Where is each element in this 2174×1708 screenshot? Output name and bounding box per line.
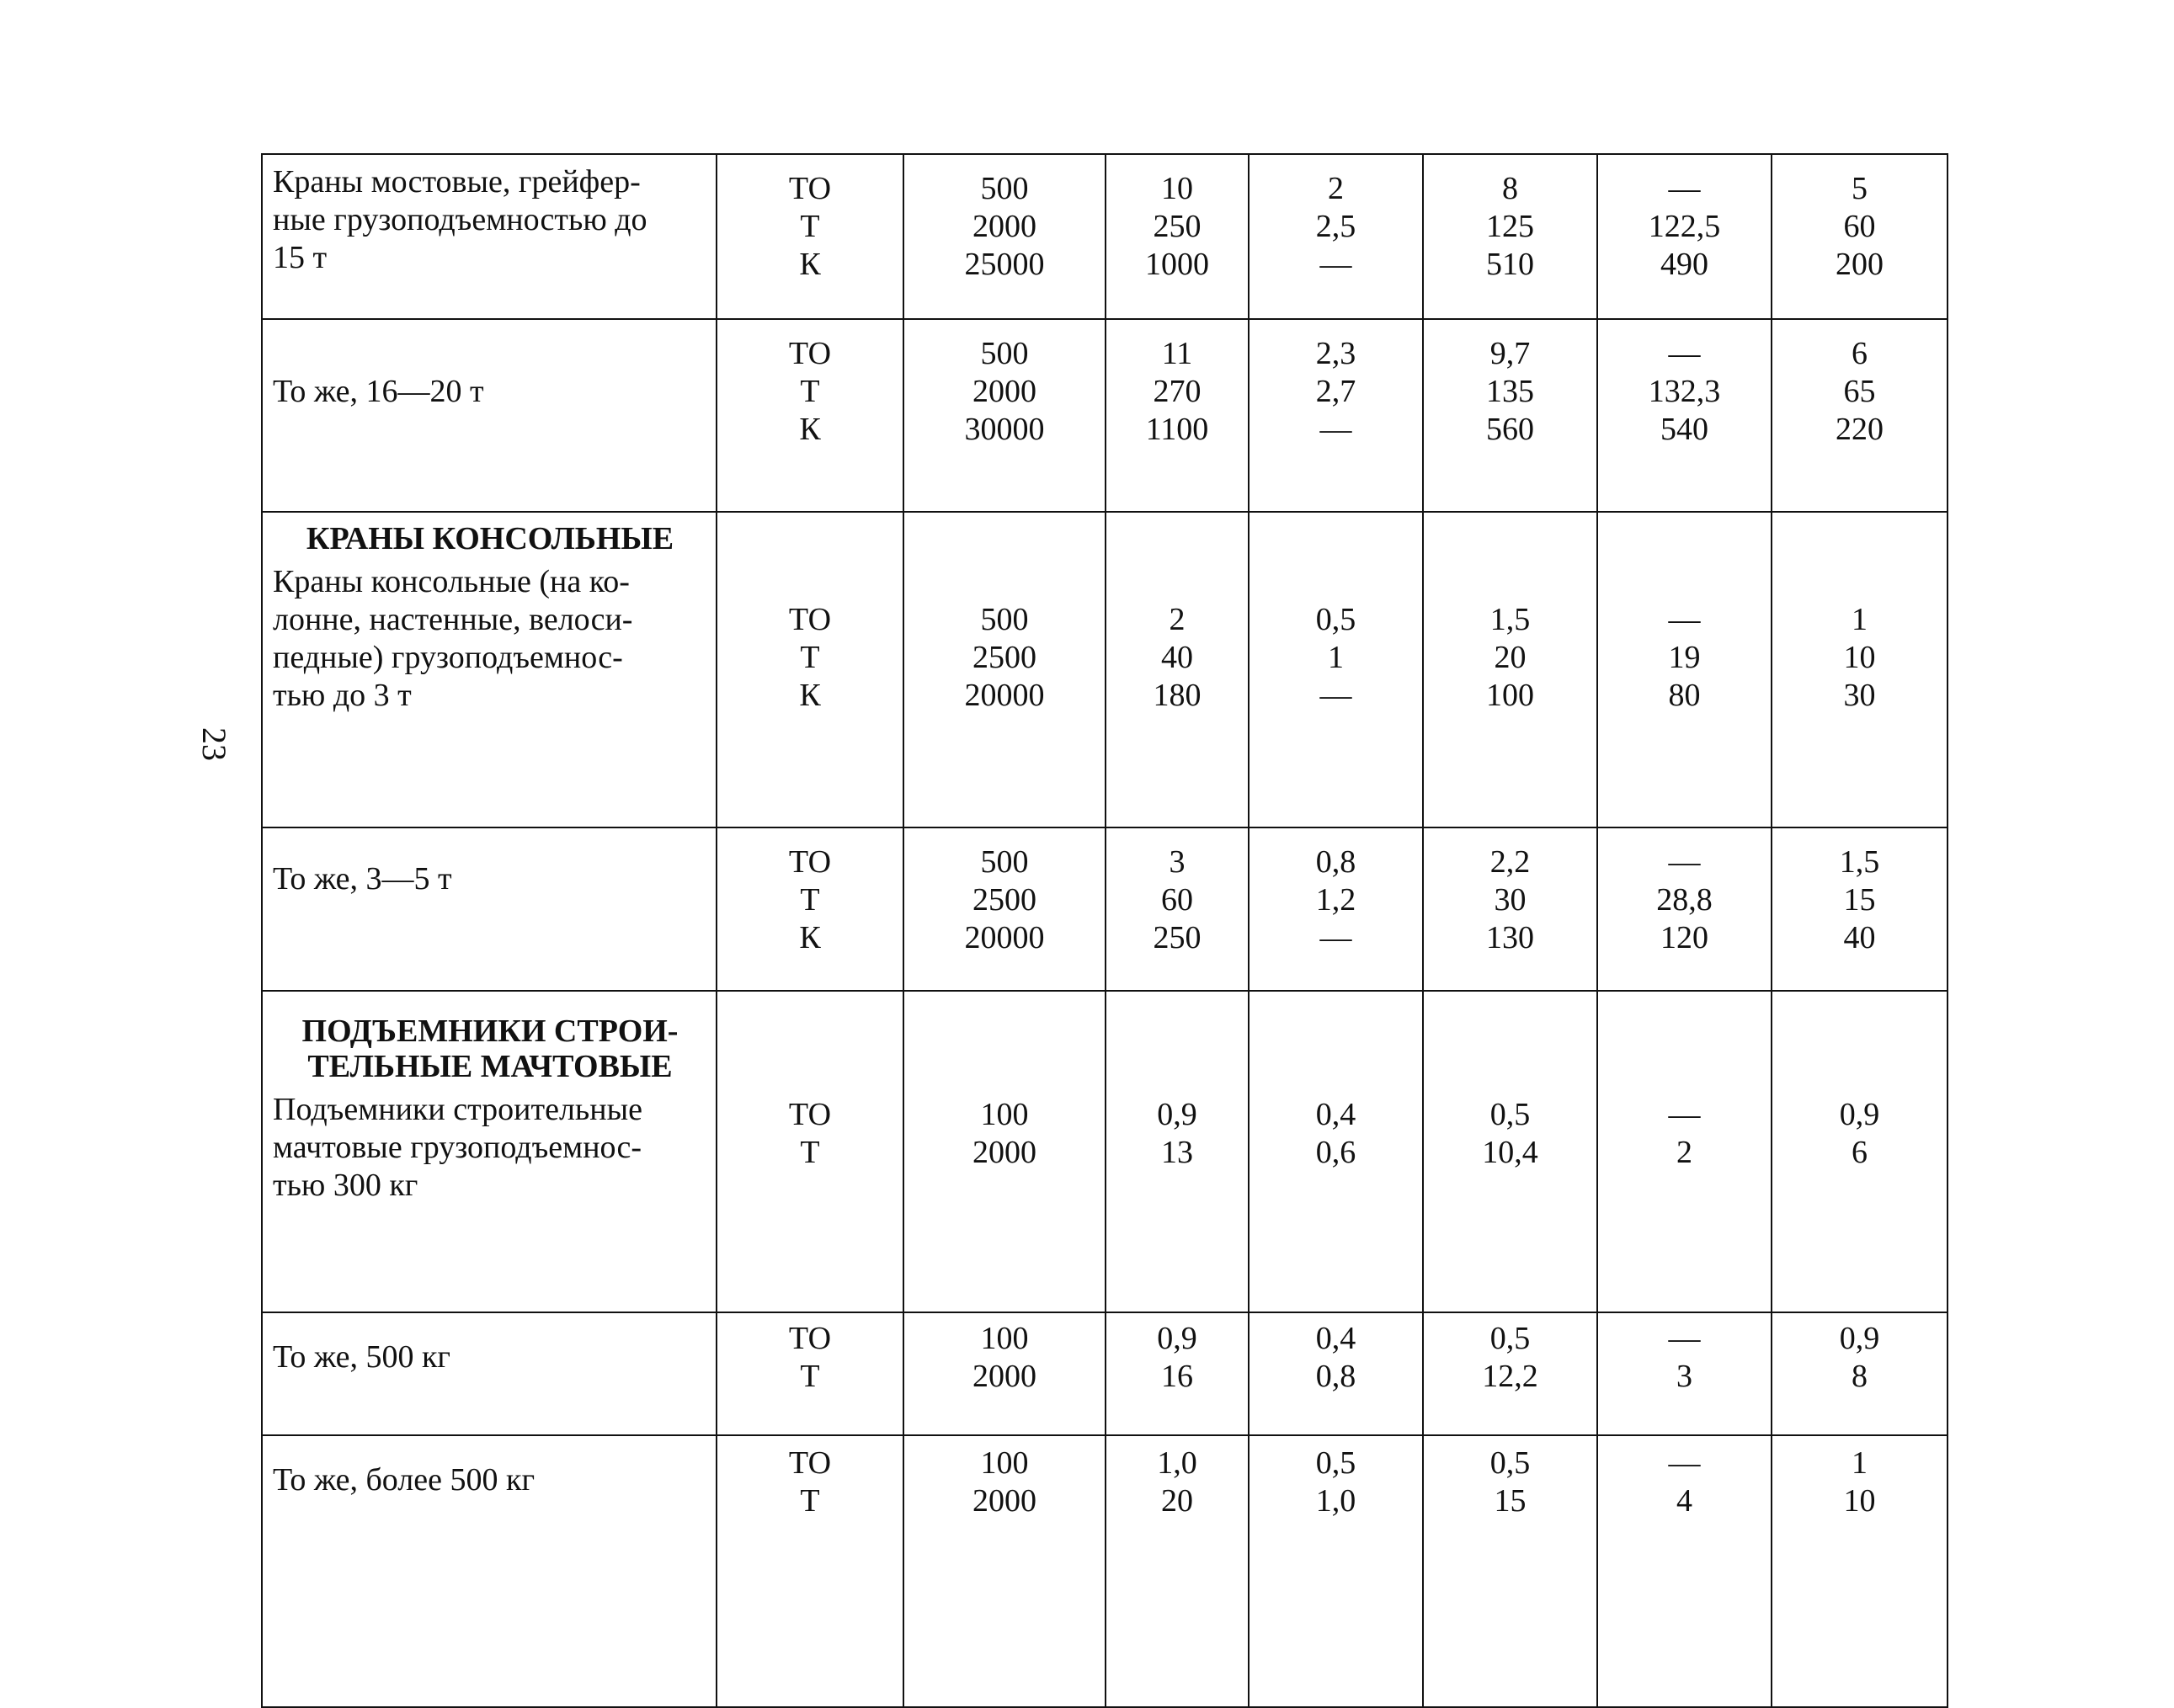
- value: 100: [980, 1445, 1029, 1481]
- value-cell: [1249, 1312, 1423, 1435]
- value-cell: [1106, 154, 1249, 319]
- value: 20000: [964, 920, 1045, 955]
- value: 100: [980, 1321, 1029, 1356]
- equipment-name-cell: [262, 1435, 717, 1707]
- value-cell: [1106, 1435, 1249, 1707]
- value: 13: [1161, 1135, 1193, 1170]
- table-row: [262, 991, 1948, 1312]
- value: 11: [1161, 336, 1193, 371]
- maintenance-type-cell: [717, 319, 903, 512]
- value: 40: [1843, 920, 1876, 955]
- value-cell: [1423, 154, 1597, 319]
- value: 1: [1852, 1445, 1868, 1481]
- value-cell: [1106, 991, 1249, 1312]
- table-row: [262, 154, 1948, 319]
- value: 130: [1486, 920, 1534, 955]
- value: 4: [1676, 1483, 1692, 1519]
- value: 6: [1852, 336, 1868, 371]
- maintenance-type: ТО: [788, 1445, 832, 1481]
- value: 250: [1153, 920, 1202, 955]
- value: 15: [1843, 882, 1876, 918]
- value-cell: [1249, 1435, 1423, 1707]
- value: 120: [1660, 920, 1708, 955]
- value-cell: [1597, 991, 1772, 1312]
- value: 1: [1328, 640, 1344, 675]
- value: 2: [1676, 1135, 1692, 1170]
- maintenance-type: Т: [800, 209, 820, 244]
- table-row: [262, 827, 1948, 991]
- value: 2,5: [1315, 209, 1356, 244]
- value: 500: [980, 336, 1029, 371]
- value-cell: [1249, 319, 1423, 512]
- value: 1,5: [1839, 844, 1880, 880]
- value: 30000: [964, 412, 1045, 447]
- value: 6: [1852, 1135, 1868, 1170]
- value-cell: [1772, 991, 1948, 1312]
- value: 40: [1161, 640, 1193, 675]
- value: —: [1668, 1321, 1701, 1356]
- equipment-name-cell: [262, 1312, 717, 1435]
- value: 25000: [964, 247, 1045, 282]
- value: 540: [1660, 412, 1708, 447]
- value: 500: [980, 171, 1029, 206]
- value: 2: [1328, 171, 1344, 206]
- value: 0,5: [1489, 1321, 1531, 1356]
- equipment-name-cell: [262, 512, 717, 827]
- equipment-name-cell: [262, 991, 717, 1312]
- value: 10: [1161, 171, 1193, 206]
- value: 100: [980, 1097, 1029, 1132]
- value: 1,0: [1157, 1445, 1197, 1481]
- value: 0,8: [1315, 1359, 1356, 1394]
- page-number: 23: [195, 727, 233, 761]
- value-cell: [1597, 827, 1772, 991]
- value: 3: [1169, 844, 1186, 880]
- maintenance-type: Т: [800, 1483, 820, 1519]
- value: 125: [1486, 209, 1534, 244]
- value: 9,7: [1489, 336, 1531, 371]
- value-cell: [1249, 991, 1423, 1312]
- value: 8: [1502, 171, 1518, 206]
- value-cell: [1106, 1312, 1249, 1435]
- value: 0,5: [1315, 1445, 1356, 1481]
- value-cell: [1772, 827, 1948, 991]
- value: 60: [1843, 209, 1876, 244]
- value: 2000: [972, 1135, 1036, 1170]
- value: 132,3: [1648, 374, 1721, 409]
- value: 20000: [964, 678, 1045, 713]
- value: —: [1319, 412, 1352, 447]
- value: 0,8: [1315, 844, 1356, 880]
- equipment-name: Краны мостовые, грейфер- ные грузоподъемностью до 15 т: [273, 164, 647, 275]
- maintenance-type-cell: [717, 512, 903, 827]
- equipment-name: Краны консольные (на ко- лонне, настенные, велоси- педные) грузоподъемнос- тью до 3 т: [273, 564, 633, 713]
- value-cell: [1772, 1312, 1948, 1435]
- maintenance-type: ТО: [788, 602, 832, 637]
- value-cell: [1423, 1435, 1597, 1707]
- value: 200: [1836, 247, 1884, 282]
- value-cell: [1423, 827, 1597, 991]
- maintenance-type: К: [799, 678, 821, 713]
- value: —: [1668, 602, 1701, 637]
- value: 2000: [972, 1359, 1036, 1394]
- equipment-name: То же, более 500 кг: [273, 1462, 536, 1498]
- maintenance-type: Т: [800, 882, 820, 918]
- value: 0,5: [1489, 1097, 1531, 1132]
- maintenance-type-cell: [717, 991, 903, 1312]
- value: 0,5: [1489, 1445, 1531, 1481]
- equipment-name: То же, 3—5 т: [273, 861, 452, 897]
- value: 8: [1852, 1359, 1868, 1394]
- table-row: [262, 319, 1948, 512]
- value-cell: [1423, 319, 1597, 512]
- section-heading: КРАНЫ КОНСОЛЬНЫЕ: [306, 521, 674, 556]
- value: 30: [1843, 678, 1876, 713]
- value: 270: [1153, 374, 1202, 409]
- value-cell: [903, 512, 1106, 827]
- value: 1,2: [1315, 882, 1356, 918]
- value: 500: [980, 844, 1029, 880]
- maintenance-type: Т: [800, 640, 820, 675]
- maintenance-type: К: [799, 920, 821, 955]
- value: —: [1668, 336, 1701, 371]
- maintenance-type: К: [799, 412, 821, 447]
- value: 2500: [972, 640, 1036, 675]
- value: —: [1668, 844, 1701, 880]
- value: 250: [1153, 209, 1202, 244]
- table-row: [262, 512, 1948, 827]
- value: 2000: [972, 374, 1036, 409]
- value-cell: [1597, 1312, 1772, 1435]
- value: 0,6: [1315, 1135, 1356, 1170]
- maintenance-type-cell: [717, 1435, 903, 1707]
- value-cell: [1772, 1435, 1948, 1707]
- value: 16: [1161, 1359, 1193, 1394]
- value: 10: [1843, 640, 1876, 675]
- value: 15: [1494, 1483, 1527, 1519]
- value: 80: [1668, 678, 1701, 713]
- value: 10: [1843, 1483, 1876, 1519]
- value: 0,4: [1315, 1097, 1356, 1132]
- value-cell: [1772, 512, 1948, 827]
- value-cell: [1106, 512, 1249, 827]
- value-cell: [1423, 1312, 1597, 1435]
- value: —: [1668, 171, 1701, 206]
- value-cell: [1597, 1435, 1772, 1707]
- maintenance-type: ТО: [788, 336, 832, 371]
- maintenance-type: Т: [800, 1359, 820, 1394]
- value: 12,2: [1482, 1359, 1538, 1394]
- value: 220: [1836, 412, 1884, 447]
- equipment-name: Подъемники строительные мачтовые грузоподъемнос- тью 300 кг: [273, 1092, 642, 1203]
- value-cell: [903, 1435, 1106, 1707]
- value: 60: [1161, 882, 1193, 918]
- value: 20: [1494, 640, 1527, 675]
- value: 2: [1169, 602, 1186, 637]
- maintenance-type-cell: [717, 827, 903, 991]
- equipment-name: То же, 500 кг: [273, 1339, 451, 1375]
- value-cell: [1106, 827, 1249, 991]
- value: 0,4: [1315, 1321, 1356, 1356]
- norms-table: [261, 153, 1948, 1708]
- value: 122,5: [1648, 209, 1721, 244]
- value: 2000: [972, 1483, 1036, 1519]
- value-cell: [903, 827, 1106, 991]
- value: 1000: [1145, 247, 1209, 282]
- maintenance-type: ТО: [788, 171, 832, 206]
- value: 180: [1153, 678, 1202, 713]
- value: 560: [1486, 412, 1534, 447]
- equipment-name-cell: [262, 154, 717, 319]
- value: 490: [1660, 247, 1708, 282]
- maintenance-type: К: [799, 247, 821, 282]
- value-cell: [903, 319, 1106, 512]
- section-heading: ПОДЪЕМНИКИ СТРОИ- ТЕЛЬНЫЕ МАЧТОВЫЕ: [301, 1014, 679, 1084]
- value: 500: [980, 602, 1029, 637]
- value: 2500: [972, 882, 1036, 918]
- value: 0,9: [1839, 1097, 1880, 1132]
- value-cell: [1597, 154, 1772, 319]
- value: 135: [1486, 374, 1534, 409]
- maintenance-type: Т: [800, 374, 820, 409]
- value-cell: [903, 991, 1106, 1312]
- value-cell: [1106, 319, 1249, 512]
- value: 1100: [1145, 412, 1209, 447]
- value: 2,3: [1315, 336, 1356, 371]
- value: 5: [1852, 171, 1868, 206]
- maintenance-type-cell: [717, 154, 903, 319]
- value: 65: [1843, 374, 1876, 409]
- value: 1: [1852, 602, 1868, 637]
- table-row: [262, 1435, 1948, 1707]
- value-cell: [1597, 512, 1772, 827]
- value: 19: [1668, 640, 1701, 675]
- value: 2,7: [1315, 374, 1356, 409]
- value-cell: [1249, 154, 1423, 319]
- maintenance-type: Т: [800, 1135, 820, 1170]
- value-cell: [903, 154, 1106, 319]
- value: 0,9: [1839, 1321, 1880, 1356]
- value: 2,2: [1489, 844, 1531, 880]
- value: 0,9: [1157, 1321, 1197, 1356]
- equipment-name: То же, 16—20 т: [273, 374, 484, 409]
- value-cell: [1597, 319, 1772, 512]
- value: 100: [1486, 678, 1534, 713]
- maintenance-type: ТО: [788, 1321, 832, 1356]
- maintenance-type: ТО: [788, 844, 832, 880]
- value-cell: [1772, 154, 1948, 319]
- value: 0,5: [1315, 602, 1356, 637]
- value-cell: [1772, 319, 1948, 512]
- value: 28,8: [1656, 882, 1713, 918]
- value: 30: [1494, 882, 1527, 918]
- value-cell: [1249, 512, 1423, 827]
- value: —: [1668, 1445, 1701, 1481]
- value: 0,9: [1157, 1097, 1197, 1132]
- value-cell: [1423, 991, 1597, 1312]
- maintenance-type-cell: [717, 1312, 903, 1435]
- value: 1,0: [1315, 1483, 1356, 1519]
- value: —: [1319, 678, 1352, 713]
- value: —: [1668, 1097, 1701, 1132]
- value: —: [1319, 920, 1352, 955]
- value: 2000: [972, 209, 1036, 244]
- value: 1,5: [1489, 602, 1531, 637]
- table-row: [262, 1312, 1948, 1435]
- equipment-name-cell: [262, 827, 717, 991]
- value-cell: [1249, 827, 1423, 991]
- value-cell: [1423, 512, 1597, 827]
- value: —: [1319, 247, 1352, 282]
- maintenance-type: ТО: [788, 1097, 832, 1132]
- equipment-name-cell: [262, 319, 717, 512]
- value: 10,4: [1482, 1135, 1538, 1170]
- value: 510: [1486, 247, 1534, 282]
- value: 3: [1676, 1359, 1692, 1394]
- value-cell: [903, 1312, 1106, 1435]
- value: 20: [1161, 1483, 1193, 1519]
